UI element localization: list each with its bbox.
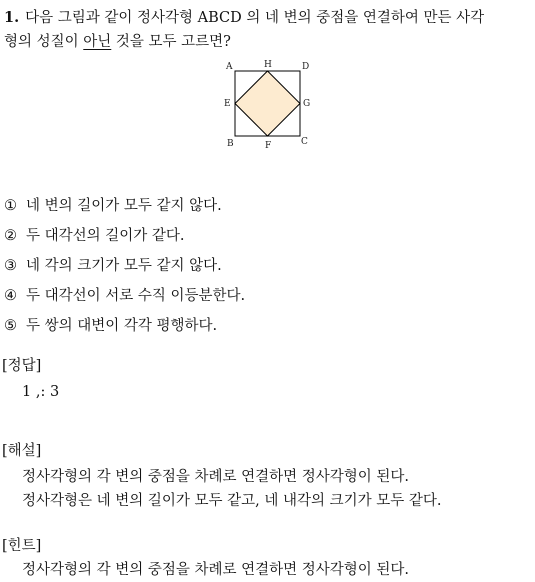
question-line-2-prefix: 형의 성질이 <box>4 34 84 50</box>
option-text: 두 쌍의 대변이 각각 평행하다. <box>26 318 218 334</box>
label-g: G <box>303 99 311 109</box>
label-h: H <box>264 60 272 70</box>
question-text <box>4 6 532 54</box>
answer-value: 1 ,: 3 <box>22 384 60 400</box>
option-1 <box>4 194 245 224</box>
explanation-line-2: 정사각형은 네 변의 길이가 모두 같고, 네 내각의 크기가 모두 같다. <box>22 493 442 509</box>
answer-label: [정답] <box>2 358 42 374</box>
answer-options <box>4 194 245 344</box>
option-3 <box>4 254 245 284</box>
question-number: 1. <box>4 9 20 26</box>
question-line-2-suffix: 것을 모두 고르면? <box>111 34 231 50</box>
square-diagram <box>222 58 314 150</box>
option-number: ③ <box>4 258 17 274</box>
inner-square-efgh <box>235 71 300 136</box>
square-figure <box>222 58 314 150</box>
label-a: A <box>226 62 233 72</box>
explanation-label: [해설] <box>2 443 42 459</box>
option-text: 네 각의 크기가 모두 같지 않다. <box>26 258 222 274</box>
label-b: B <box>227 139 234 149</box>
question-line-1 <box>4 6 532 30</box>
option-4 <box>4 284 245 314</box>
underlined-word: 아닌 <box>83 34 112 50</box>
explanation-line-1: 정사각형의 각 변의 중점을 차례로 연결하면 정사각형이 된다. <box>22 469 410 485</box>
option-text: 두 대각선의 길이가 같다. <box>26 228 185 244</box>
option-5 <box>4 314 245 344</box>
question-line-1-text: 다음 그림과 같이 정사각형 ABCD 의 네 변의 중점을 연결하여 만든 사각 <box>25 10 485 26</box>
label-c: C <box>301 137 308 147</box>
option-number: ① <box>4 198 17 214</box>
option-number: ⑤ <box>4 318 17 334</box>
question-line-2 <box>4 30 532 54</box>
hint-label: [힌트] <box>2 538 42 554</box>
label-e: E <box>224 99 231 109</box>
label-f: F <box>265 141 272 150</box>
option-number: ④ <box>4 288 17 304</box>
hint-line-1: 정사각형의 각 변의 중점을 차례로 연결하면 정사각형이 된다. <box>22 562 410 578</box>
option-number: ② <box>4 228 17 244</box>
option-text: 두 대각선이 서로 수직 이등분한다. <box>26 288 246 304</box>
option-2 <box>4 224 245 254</box>
option-text: 네 변의 길이가 모두 같지 않다. <box>26 198 222 214</box>
label-d: D <box>302 62 310 72</box>
